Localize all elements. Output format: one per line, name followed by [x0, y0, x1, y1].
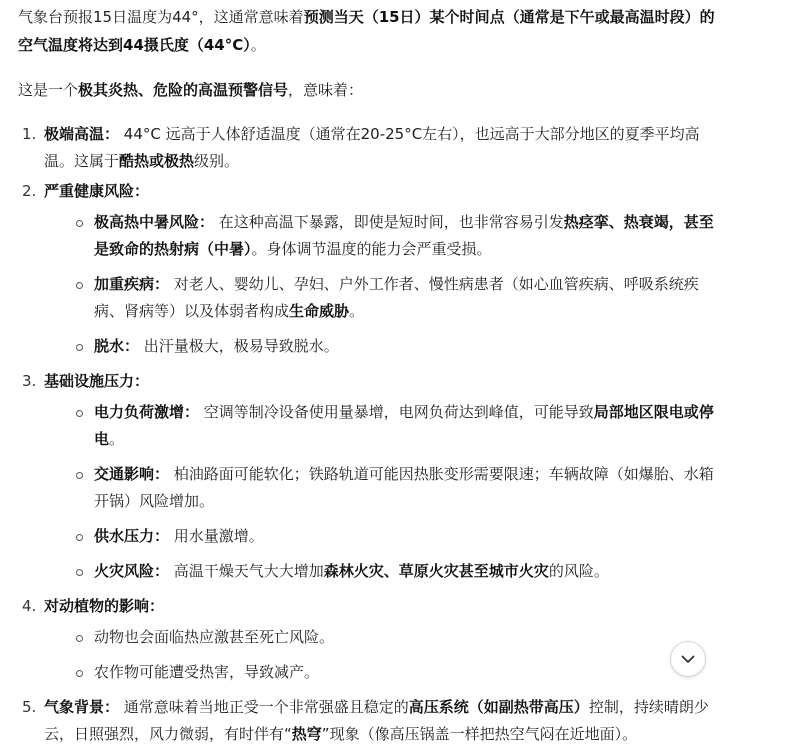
list-item — [18, 178, 718, 360]
text: 。 — [250, 36, 266, 54]
bold-text: 热穹 — [291, 725, 322, 743]
bold-text: 森林火灾、草原火灾甚至城市火灾 — [323, 562, 549, 580]
bold-text: 生命威胁 — [289, 302, 350, 320]
bullet-icon — [76, 344, 83, 351]
bullet-icon — [76, 410, 83, 417]
bold-text: 脱水： — [94, 337, 140, 355]
list-item-text — [44, 593, 718, 620]
sub-list-item — [44, 624, 718, 651]
bold-text: 极端高温： — [44, 125, 120, 143]
bold-text: 基础设施压力： — [44, 372, 150, 390]
bullet-icon — [76, 472, 83, 479]
text: 级别。 — [194, 152, 240, 170]
list-item — [18, 694, 718, 748]
sub-list-item — [44, 333, 718, 360]
bold-text: 交通影响： — [94, 465, 170, 483]
bullet-icon — [76, 670, 83, 677]
list-item — [18, 121, 718, 175]
list-number: 2. — [22, 182, 37, 200]
text: 在这种高温下暴露，即使是短时间，也非常容易引发 — [214, 213, 564, 231]
list-item-text — [44, 368, 718, 395]
bold-text: 极其炎热、危险的高温预警信号 — [78, 81, 289, 99]
text: 。 — [109, 430, 125, 448]
scroll-down-button[interactable] — [670, 641, 706, 677]
text: 空调等制冷设备使用量暴增，电网负荷达到峰值，可能导致 — [199, 403, 594, 421]
bold-text: 气象背景： — [44, 698, 120, 716]
text: 。身体调节温度的能力会严重受损。 — [251, 240, 492, 258]
text: 44°C 远高于人体舒适温度（通常在20-25°C左右），也远高于大部分地区的夏季平均高温。这属于 — [44, 125, 700, 170]
list-number: 1. — [22, 125, 37, 143]
bold-text: 对动植物的影响： — [44, 597, 165, 615]
text: 这是一个 — [18, 81, 79, 99]
bold-text: 加重疾病： — [94, 275, 170, 293]
bold-text: 极高热中暑风险： — [94, 213, 215, 231]
bold-text: 严重健康风险： — [44, 182, 150, 200]
bullet-icon — [76, 534, 83, 541]
sub-list-item — [44, 399, 718, 453]
bullet-icon — [76, 635, 83, 642]
text: 的风险。 — [548, 562, 609, 580]
summary-paragraph — [18, 76, 718, 104]
sub-list — [44, 209, 718, 360]
text: 柏油路面可能软化；铁路轨道可能因热胀变形需要限速；车辆故障（如爆胎、水箱开锅）风险增加。 — [94, 465, 714, 510]
text: 动物也会面临热应激甚至死亡风险。 — [94, 628, 335, 646]
list-item-text — [44, 694, 718, 748]
text: ，意味着： — [288, 81, 364, 99]
text: 对老人、婴幼儿、孕妇、户外工作者、慢性病患者（如心血管疾病、呼吸系统疾病、肾病等）以及体弱者构成 — [94, 275, 699, 320]
sub-list-item — [44, 558, 718, 585]
bold-text: 局部地区限电或停电 — [94, 403, 714, 448]
intro-paragraph — [18, 0, 718, 59]
bold-text: 预测当天（15日）某个时间点（通常是下午或最高温时段）的空气温度将达到44摄氏度（44°C） — [18, 8, 715, 54]
list-item-text — [44, 121, 718, 175]
bold-text: 供水压力： — [94, 527, 170, 545]
sub-list-item — [44, 271, 718, 325]
bold-text: 火灾风险： — [94, 562, 170, 580]
sub-list-item — [44, 209, 718, 263]
impact-list — [18, 121, 718, 748]
text: 气象台预报15日温度为44°，这通常意味着 — [18, 8, 304, 26]
text: 农作物可能遭受热害，导致减产。 — [94, 663, 320, 681]
chevron-down-icon — [681, 655, 695, 664]
bullet-icon — [76, 282, 83, 289]
sub-list-item — [44, 659, 718, 686]
list-number: 5. — [22, 698, 37, 716]
list-number: 3. — [22, 372, 37, 390]
text: ”现象（像高压锅盖一样把热空气闷在近地面）。 — [321, 725, 638, 743]
bold-text: 酷热或极热 — [119, 152, 195, 170]
sub-list — [44, 399, 718, 585]
bold-text: 热痉挛、热衰竭，甚至是致命的热射病（中暑） — [94, 213, 714, 258]
bold-text: 电力负荷激增： — [94, 403, 200, 421]
list-item-text — [44, 178, 718, 205]
sub-list-item — [44, 461, 718, 515]
text: 通常意味着当地正受一个非常强盛且稳定的 — [119, 698, 409, 716]
sub-list — [44, 624, 718, 686]
text: 用水量激增。 — [169, 527, 264, 545]
bullet-icon — [76, 220, 83, 227]
text: 控制，持续晴朗少云，日照强烈，风力微弱，有时伴有“ — [44, 698, 709, 743]
list-number: 4. — [22, 597, 37, 615]
text: 出汗量极大，极易导致脱水。 — [139, 337, 339, 355]
bullet-icon — [76, 569, 83, 576]
sub-list-item — [44, 523, 718, 550]
text: 高温干燥天气大大增加 — [169, 562, 324, 580]
text: 。 — [349, 302, 365, 320]
chat-response — [18, 0, 718, 751]
list-item — [18, 368, 718, 585]
list-item — [18, 593, 718, 686]
bold-text: 高压系统（如副热带高压） — [408, 698, 589, 716]
